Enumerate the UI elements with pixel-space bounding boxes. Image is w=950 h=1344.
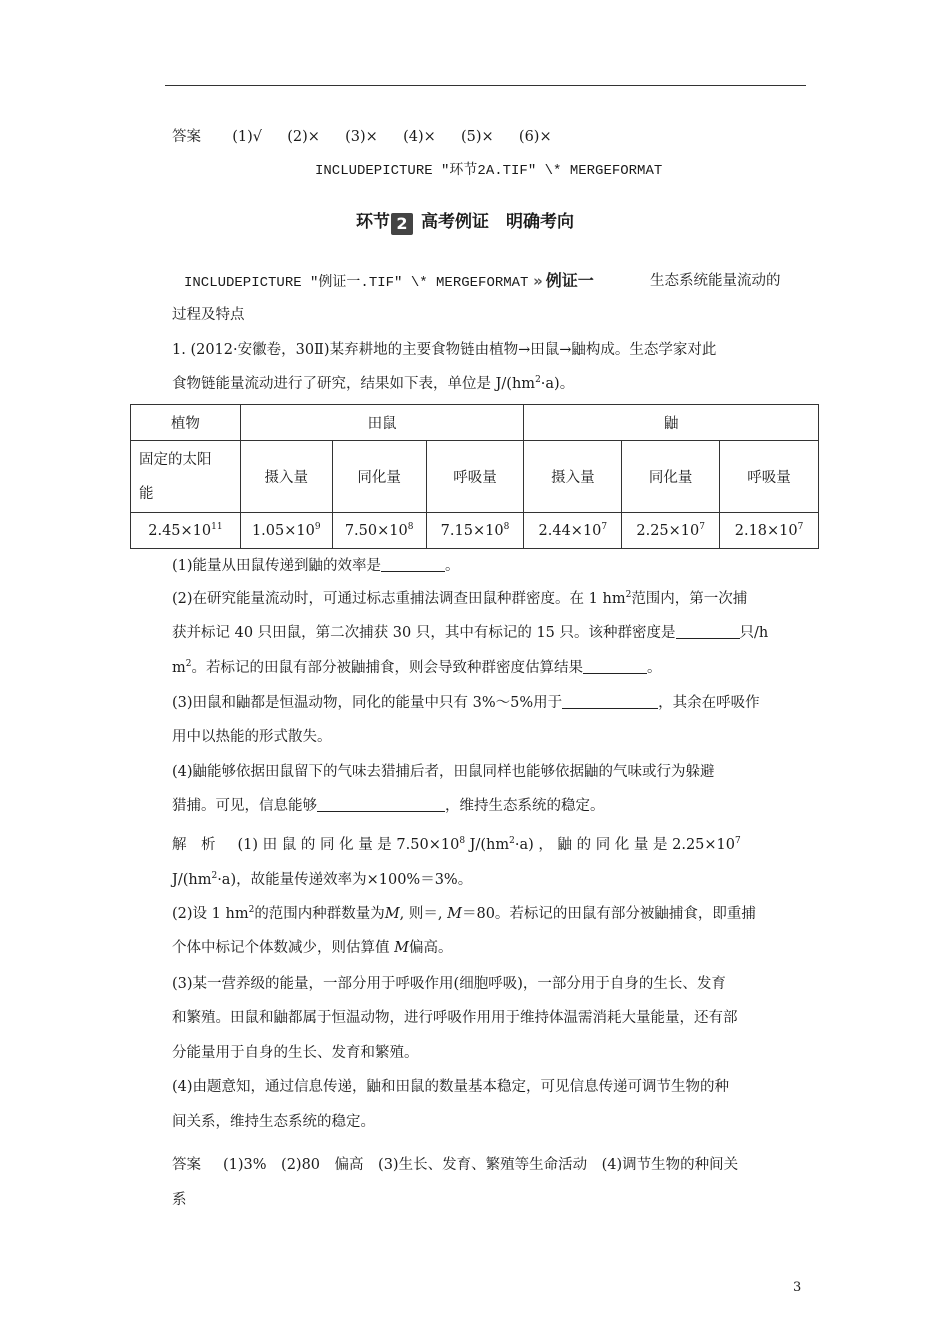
answer-blank [317, 797, 445, 812]
cell-value: 7.15×10 [440, 522, 504, 539]
cell-value: 2.25×10 [636, 522, 700, 539]
variable-m: M [384, 906, 400, 922]
question-text: (3)田鼠和鼬都是恒温动物，同化的能量中只有 3%～5%用于 [172, 695, 563, 711]
analysis-label: 解 析 [172, 837, 216, 853]
sub-question-3-line-2: 用中以热能的形式散失。 [172, 729, 332, 745]
table-row [131, 405, 819, 441]
cell-text: 固定的太阳 [139, 451, 212, 468]
question-stem-line-2 [172, 374, 574, 394]
analysis-text: ·a)，故能量传递效率为×100%＝3%。 [217, 872, 473, 888]
analysis-text: (1) 田 鼠 的 同 化 量 是 7.50×10 [237, 837, 460, 853]
analysis-p3-line-3: 分能量用于自身的生长、发育和繁殖。 [172, 1045, 419, 1061]
analysis-line-2 [172, 870, 472, 890]
double-chevron-icon: » [533, 272, 540, 290]
exponent: 7 [601, 521, 608, 532]
superscript: 2 [535, 375, 541, 385]
header-cell-plant: 植物 [131, 405, 241, 441]
subheader-cell: 摄入量 [524, 441, 622, 513]
subheader-cell-plant [131, 441, 241, 513]
answer-label: 答案 [172, 1157, 201, 1173]
section-prefix: 环节 [356, 212, 390, 232]
cell-value: 2.18×10 [734, 522, 798, 539]
analysis-text: 偏高。 [408, 940, 453, 956]
analysis-text: 的范围内种群数量为 [254, 906, 385, 922]
question-stem-line-1: 1. (2012·安徽卷，30Ⅱ)某弃耕地的主要食物链由植物→田鼠→鼬构成。生态学家对此 [172, 342, 717, 358]
analysis-text: 个体中标记个体数减少，则估算值 [172, 940, 395, 956]
sub-question-1 [172, 556, 460, 576]
value-cell [131, 513, 241, 549]
sub-question-2-line-2 [172, 623, 768, 643]
answer-item: (2)× [287, 129, 320, 145]
analysis-p3-line-2: 和繁殖。田鼠和鼬都属于恒温动物，进行呼吸作用用于维持体温需消耗大量能量，还有部 [172, 1010, 738, 1026]
example-header-line [184, 271, 594, 293]
subheader-cell: 同化量 [622, 441, 720, 513]
question-text: 。 [445, 558, 460, 574]
answer-blank [562, 694, 658, 709]
answer-label: 答案 [172, 129, 201, 145]
section-heading [356, 209, 574, 235]
subheader-cell: 呼吸量 [720, 441, 819, 513]
question-text: (1)能量从田鼠传递到鼬的效率是 [172, 558, 382, 574]
example-title-line-2: 过程及特点 [172, 307, 245, 323]
include-picture-field-1: INCLUDEPICTURE "环节2A.TIF" \* MERGEFORMAT [315, 163, 663, 179]
exponent: 7 [797, 521, 804, 532]
question-text: m [172, 660, 186, 676]
header-cell-weasel: 鼬 [524, 405, 819, 441]
analysis-text: (2)设 1 hm [172, 906, 249, 922]
analysis-p2-line-1 [172, 904, 756, 924]
stem-text: 食物链能量流动进行了研究，结果如下表，单位是 J/(hm [172, 376, 536, 392]
answer-line-2 [172, 1155, 738, 1175]
analysis-line-1 [172, 835, 741, 855]
question-text: 。 [646, 660, 662, 676]
sub-question-4-line-2 [172, 796, 605, 816]
question-text: (2)在研究能量流动时，可通过标志重捕法调查田鼠种群密度。在 1 hm [172, 591, 626, 607]
answer-blank [381, 557, 445, 572]
question-text: 获并标记 40 只田鼠，第二次捕获 30 只，其中有标记的 15 只。该种群密度是 [172, 625, 676, 641]
question-text: ，其余在呼吸作 [658, 695, 760, 711]
answer-item: (1)√ [232, 129, 262, 145]
answer-blank [676, 624, 740, 639]
analysis-p3-line-1: (3)某一营养级的能量，一部分用于呼吸作用(细胞呼吸)，一部分用于自身的生长、发育 [172, 976, 726, 992]
cell-value: 2.45×10 [148, 522, 212, 539]
superscript: 2 [625, 590, 632, 600]
subheader-cell: 摄入量 [240, 441, 332, 513]
variable-m: M [447, 906, 462, 922]
question-text: 只/h [739, 625, 769, 641]
sub-question-4-line-1: (4)鼬能够依据田鼠留下的气味去猎捕后者，田鼠同样也能够依据鼬的气味或行为躲避 [172, 764, 715, 780]
cell-value: 1.05×10 [251, 522, 315, 539]
include-picture-field-2: INCLUDEPICTURE "例证一.TIF" \* MERGEFORMAT [184, 275, 529, 291]
cell-text: 能 [139, 485, 154, 502]
exponent: 9 [314, 521, 321, 532]
value-cell [622, 513, 720, 549]
answer-blank [583, 659, 647, 674]
variable-m: M [394, 940, 409, 956]
section-title: 高考例证 明确考向 [421, 212, 574, 232]
question-text: 。若标记的田鼠有部分被鼬捕食，则会导致种群密度估算结果 [191, 660, 583, 676]
superscript: 2 [211, 871, 218, 881]
example-label: 例证一 [545, 271, 594, 290]
header-cell-mouse: 田鼠 [240, 405, 524, 441]
value-cell [332, 513, 426, 549]
value-cell [524, 513, 622, 549]
superscript: 2 [248, 905, 255, 915]
header-rule [165, 85, 806, 86]
analysis-p4-line-1: (4)由题意知，通过信息传递，鼬和田鼠的数量基本稳定，可见信息传递可调节生物的种 [172, 1079, 730, 1095]
superscript: 2 [185, 659, 192, 669]
analysis-text: ·a) ， 鼬 的 同 化 量 是 2.25×10 [514, 837, 736, 853]
exponent: 11 [211, 521, 223, 532]
cell-value: 7.50×10 [344, 522, 408, 539]
table-row [131, 441, 819, 513]
sub-question-2-line-3 [172, 658, 661, 678]
value-cell [720, 513, 819, 549]
answer-item: (5)× [460, 129, 494, 145]
answer-item: (4)× [403, 129, 436, 145]
exponent: 8 [407, 521, 414, 532]
page-number: 3 [793, 1280, 802, 1295]
sub-question-3-line-1 [172, 693, 760, 713]
answer-line-2-continued: 系 [172, 1192, 187, 1208]
energy-flow-table [130, 404, 819, 549]
analysis-text: , 则＝, [399, 906, 448, 922]
question-text: 猎捕。可见，信息能够 [172, 798, 317, 814]
subheader-cell: 呼吸量 [426, 441, 524, 513]
sub-question-2-line-1 [172, 589, 747, 609]
example-title-line-1: 生态系统能量流动的 [650, 273, 781, 289]
question-text: ，维持生态系统的稳定。 [445, 798, 605, 814]
stem-text: ·a)。 [540, 376, 575, 392]
answer-text: (1)3% (2)80 偏高 (3)生长、发育、繁殖等生命活动 (4)调节生物的种间关 [223, 1157, 739, 1173]
superscript: 2 [509, 836, 515, 846]
analysis-p4-line-2: 间关系，维持生态系统的稳定。 [172, 1114, 375, 1130]
exponent: 7 [699, 521, 705, 532]
superscript: 8 [459, 836, 466, 846]
value-cell [240, 513, 332, 549]
answer-item: (3)× [345, 129, 378, 145]
table-row [131, 513, 819, 549]
cell-value: 2.44×10 [538, 522, 602, 539]
question-text: 范围内，第一次捕 [631, 591, 748, 607]
subheader-cell: 同化量 [332, 441, 426, 513]
answer-line-1 [172, 127, 552, 147]
analysis-text: ＝80。若标记的田鼠有部分被鼬捕食，即重捕 [461, 906, 756, 922]
analysis-text: J/(hm [172, 872, 212, 888]
answer-item: (6)× [518, 129, 552, 145]
value-cell [426, 513, 524, 549]
section-number-badge: 2 [391, 213, 413, 235]
analysis-p2-line-2 [172, 938, 452, 958]
exponent: 8 [503, 521, 510, 532]
superscript: 7 [735, 836, 741, 846]
analysis-text: J/(hm [465, 837, 510, 853]
